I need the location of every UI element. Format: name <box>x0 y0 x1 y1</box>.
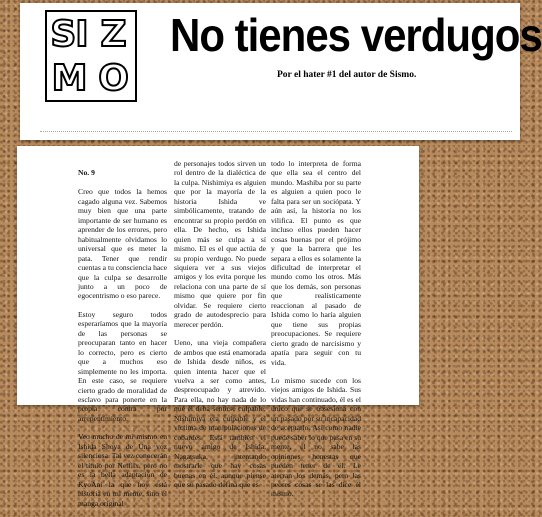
paragraph: Creo que todos la hemos cagado alguna vez. Sabemos muy bien que una parte importante de ser humano es aprender de los errores, pero habitualmente olvidamos lo universal que es meter la pata. Tener que rendir cuentas a tu consciencia hace que la culpa se desarrolle junto a un poco de egocentrismo o eso parece. <box>78 187 167 301</box>
article-column-3 <box>271 159 361 508</box>
paragraph: Estoy seguro todos esperaríamos que la mayoría de las personas se preocuparan tanto en hacer lo correcto, pero es cierto que a muchos eso simplemente no les importa. En este caso, se requiere cierto grado de moralidad de esclavo para ponerte en la propia contra por arrepentimiento. <box>78 309 167 423</box>
paragraph: Lo mismo sucede con los viejos amigos de Ishida. Sus vidas han continuado, él es el único que se obsesiona con un pasado por su incapacidad de aceptarlo. Así como nadie puede saber lo que pasa en su mente, él no sabe las opiniones honestas que pueden tener de él. Le aterran los demás, pero las peores cosas se las dice él mismo. <box>271 375 361 499</box>
paragraph: de personajes todos sirven un rol dentro de la dialéctica de la culpa. Nishimiya es alguien que por la mayoría de la historia Ishida ve simbólicamente, tratando de encontrar su propio perdón en ella. De hecho, es Ishida quien más se culpa a sí mismo. El es el que actúa de su propio verdugo. No puede siquiera ver a sus viejos amigos y los evita porque les relaciona con una parte de sí mismo que quiere por fin olvidar. Se requiere cierto grado de autodesprecio para merecer perdón. <box>174 159 266 329</box>
paragraph: todo lo interpreta de forma que ella sea el centro del mundo. Mashiba por su parte es alguien a quien poco le falta para ser un sociópata. Y aún así, la historia no los vilifica. El punto es que incluso ellos pueden hacer cosas buenas por el prójimo y que la barrera que les separa a ellos es solamente la dificultad de interpretar el mundo como los otros. Más que los demás, son personas que realísticamente reaccionan al pasado de Ishida como lo haría alguien que tiene sus propias preocupaciones. Se requiere cierto grado de narcisismo y apatía para seguir con tu vida. <box>271 159 361 367</box>
logo-letters: Z <box>100 13 126 55</box>
logo-letters: M <box>51 57 87 99</box>
article-page <box>17 146 419 508</box>
page-subtitle: Por el hater #1 del autor de Sismo. <box>277 70 417 80</box>
issue-number: No. 9 <box>78 168 95 177</box>
article-column-2 <box>174 159 266 498</box>
paragraph: Ueno, una vieja compañera de ambos que está enamorada de Ishida desde niños, es quien intenta hacer que el vuelva a ser como antes, despreocupado y atrevido. Para ella, no hay nada de lo qué él deba sentirse culpable: Nishimiya era culpable y el víctima de manipulaciones de cobardes. Está también el nuevo amigo de Ishida, Nagatsuka, intentando mostrarle que hay cosas buenas en él, aunque piense que su pasado defina que es <box>174 338 266 489</box>
logo-letters: SI <box>50 13 88 55</box>
header-banner <box>20 3 542 140</box>
sizmo-logo <box>45 10 137 102</box>
divider <box>40 131 512 132</box>
paragraph: Veo mucho de mí mismo en Ishida Shoya de Una voz silenciosa. Tal vez conocerán el título por Netflix, pero no es la bella adaptación de KyoAni la que hoy está historia en mi mente, sino el manga original <box>78 432 167 508</box>
logo-letters: O <box>98 57 128 99</box>
article-column-1 <box>78 168 167 517</box>
page-title: No tienes verdugos <box>170 9 542 61</box>
